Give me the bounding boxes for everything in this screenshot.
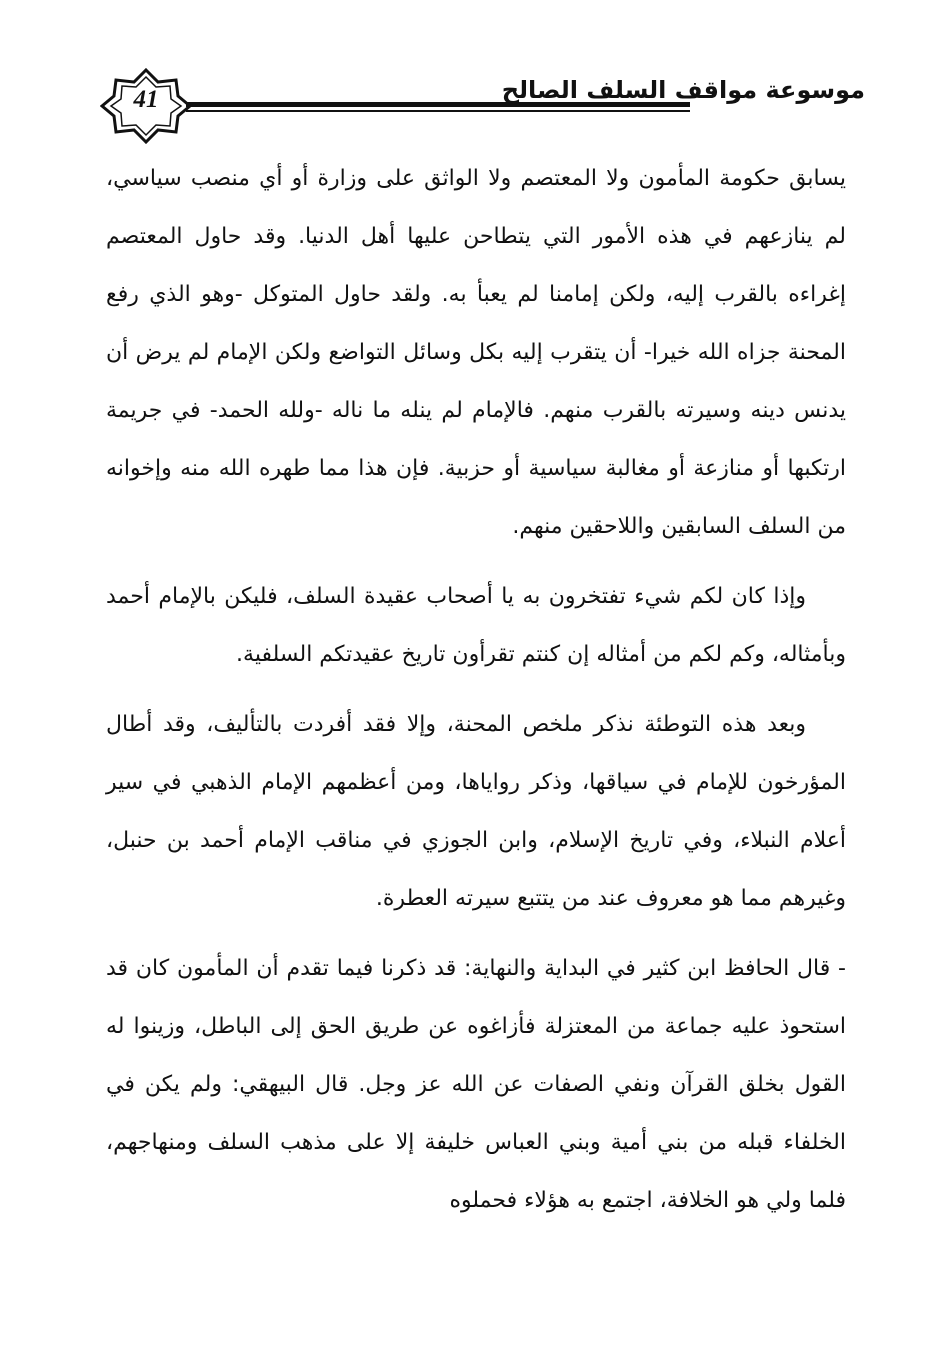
page-header <box>100 68 865 144</box>
header-rule-thin <box>186 110 690 112</box>
series-title: موسوعة مواقف السلف الصالح <box>501 76 865 104</box>
body-paragraph-3: وبعد هذه التوطئة نذكر ملخص المحنة، وإلا فقد أفردت بالتأليف، وقد أطال المؤرخون للإمام في سياقها، وذكر رواياها، ومن أعظمهم الإمام الذهبي في سير أعلام النبلاء، وفي تاريخ الإسلام، وابن الجوزي في مناقب الإمام أحمد بن حنبل، وغيرهم مما هو معروف عند من يتتبع سيرته العطرة. <box>106 712 846 911</box>
body-paragraph-1: يسابق حكومة المأمون ولا المعتصم ولا الواثق على وزارة أو أي منصب سياسي، لم ينازعهم في هذه الأمور التي يتطاحن عليها أهل الدنيا. وقد حاول المعتصم إغراءه بالقرب إليه، ولكن إمامنا لم يعبأ به. ولقد حاول المتوكل -وهو الذي رفع المحنة جزاه الله خيرا- أن يتقرب إليه بكل وسائل التواضع ولكن الإمام لم يرض أن يدنس دينه وسيرته بالقرب منهم. فالإمام لم ينله ما ناله -ولله الحمد- في جريمة ارتكبها أو منازعة أو مغالبة سياسية أو حزبية. فإن هذا مما طهره الله منه وإخوانه من السلف السابقين واللاحقين منهم. <box>106 166 846 539</box>
page-body <box>106 150 846 1242</box>
page-number-badge <box>100 68 192 144</box>
page-number: 41 <box>133 86 159 113</box>
body-paragraph-2: وإذا كان لكم شيء تفتخرون به يا أصحاب عقيدة السلف، فليكن بالإمام أحمد وبأمثاله، وكم لكم من أمثاله إن كنتم تقرأون تاريخ عقيدتكم السلفية. <box>106 584 846 667</box>
body-paragraph-4: - قال الحافظ ابن كثير في البداية والنهاية: قد ذكرنا فيما تقدم أن المأمون كان قد استحوذ عليه جماعة من المعتزلة فأزاغوه عن طريق الحق إلى الباطل، وزينوا له القول بخلق القرآن ونفي الصفات عن الله عز وجل. قال البيهقي: ولم يكن في الخلفاء قبله من بني أمية وبني العباس خليفة إلا على مذهب السلف ومنهاجهم، فلما ولي هو الخلافة، اجتمع به هؤلاء فحملوه <box>106 956 846 1213</box>
